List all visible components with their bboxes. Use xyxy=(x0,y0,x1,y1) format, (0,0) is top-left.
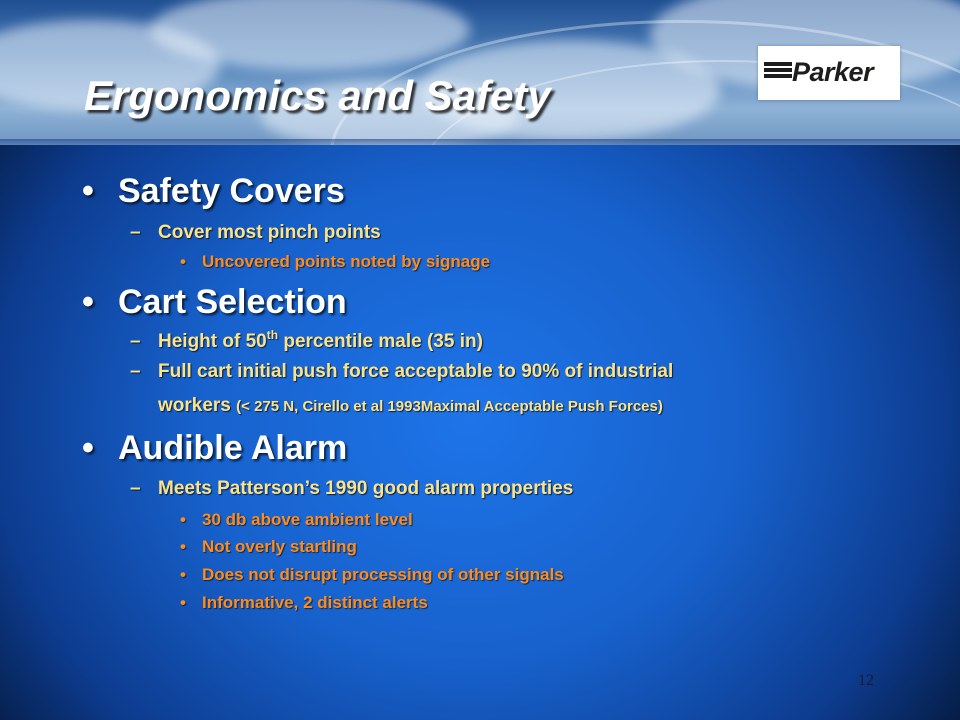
superscript: th xyxy=(266,328,279,342)
bullet-cart-selection xyxy=(82,283,347,322)
sub-bullet xyxy=(130,361,673,383)
sub-bullet-continuation xyxy=(158,395,663,417)
bullet-icon: • xyxy=(180,537,186,556)
sub-sub-bullet xyxy=(180,565,564,585)
sub-sub-bullet xyxy=(180,252,490,272)
bullet-icon: • xyxy=(180,510,186,529)
sub-bullet xyxy=(130,328,483,353)
citation-text: (< 275 N, Cirello et al 1993Maximal Acceptable Push Forces) xyxy=(236,398,663,415)
sub-bullet-text-part: Height of 50 xyxy=(158,331,267,352)
sub-bullet-text: Meets Patterson’s 1990 good alarm properties xyxy=(158,478,574,499)
sub-sub-bullet xyxy=(180,510,413,530)
bullet-icon: • xyxy=(180,593,186,612)
bullet-heading: Cart Selection xyxy=(118,283,347,321)
sub-sub-bullet-text: Uncovered points noted by signage xyxy=(202,252,491,271)
sub-bullet-text-part: percentile male (35 in) xyxy=(278,331,483,352)
slide-title: Ergonomics and Safety xyxy=(84,72,551,119)
sub-bullet-text: workers xyxy=(158,395,237,416)
sub-sub-bullet-text: Informative, 2 distinct alerts xyxy=(202,593,428,612)
sub-bullet xyxy=(130,478,573,500)
bullet-heading: Safety Covers xyxy=(118,172,345,210)
bullet-icon: • xyxy=(82,429,94,467)
dash-icon: – xyxy=(130,361,141,382)
sub-sub-bullet xyxy=(180,537,357,557)
bullet-audible-alarm xyxy=(82,429,347,468)
dash-icon: – xyxy=(130,331,141,352)
bullet-icon: • xyxy=(82,172,94,210)
dash-icon: – xyxy=(130,478,141,499)
sub-sub-bullet-text: Does not disrupt processing of other signals xyxy=(202,565,564,584)
sub-sub-bullet xyxy=(180,593,428,613)
bullet-safety-covers xyxy=(82,172,345,211)
sub-bullet xyxy=(130,222,381,244)
bullet-icon: • xyxy=(180,565,186,584)
dash-icon: – xyxy=(130,222,141,243)
bullet-icon: • xyxy=(180,252,186,271)
sub-bullet-text: Cover most pinch points xyxy=(158,222,381,243)
logo-text: Parker xyxy=(792,57,874,87)
sub-sub-bullet-text: Not overly startling xyxy=(202,537,357,556)
page-number: 12 xyxy=(858,672,874,689)
sub-bullet-text: Full cart initial push force acceptable to 90% of industrial xyxy=(158,361,674,382)
bullet-heading: Audible Alarm xyxy=(118,429,348,467)
sub-sub-bullet-text: 30 db above ambient level xyxy=(202,510,413,529)
bullet-icon: • xyxy=(82,283,94,321)
